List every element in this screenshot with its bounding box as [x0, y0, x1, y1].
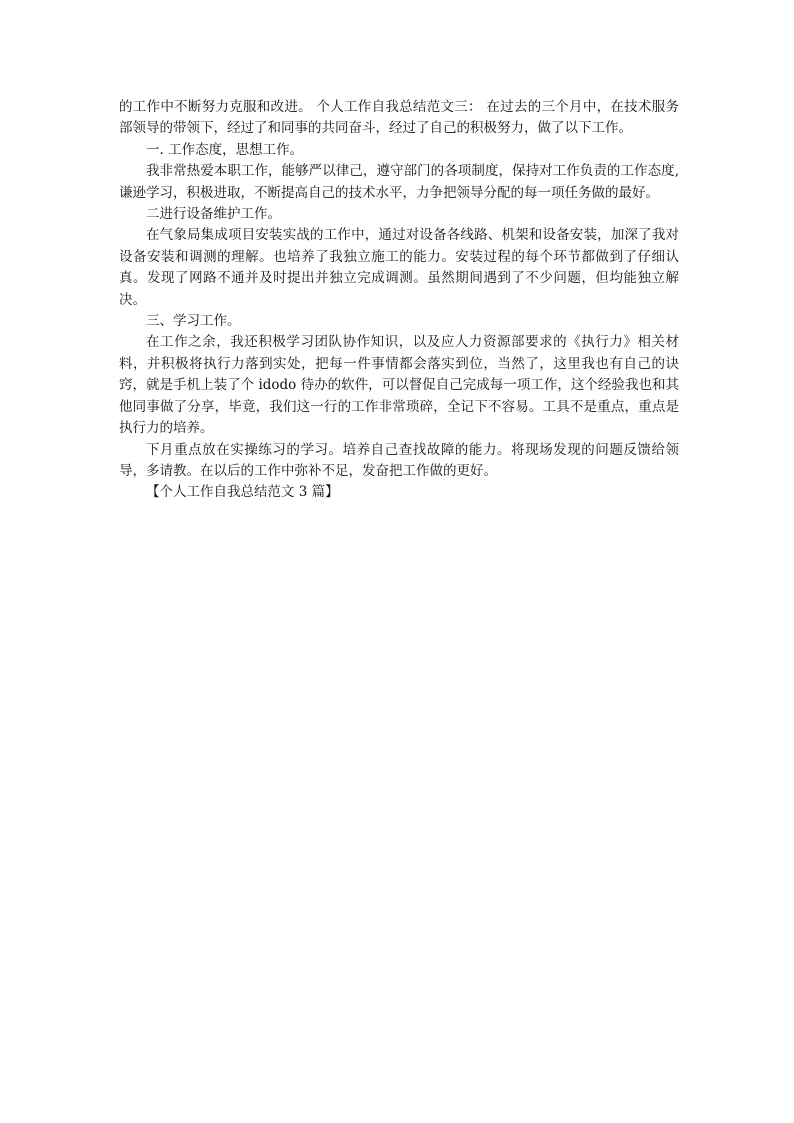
document-body [119, 97, 679, 504]
paragraph-learning-work: 在工作之余，我还积极学习团队协作知识，以及应人力资源部要求的《执行力》相关材料，并积极将执行力落到实处，把每一件事情都会落实到位，当然了，这里我也有自己的诀窍，就是手机上装了个 idodo 待办的软件，可以督促自己完成每一项工作，这个经验我也和其他同事做了分享，毕竟，我们这一行的工作非常琐碎，全记下不容易。工具不是重点，重点是执行力的培养。 [119, 334, 679, 437]
paragraph-intro: 的工作中不断努力克服和改进。 个人工作自我总结范文三： 在过去的三个月中，在技术服务部领导的带领下，经过了和同事的共同奋斗，经过了自己的积极努力，做了以下工作。 [119, 99, 679, 137]
paragraph-equipment-maintenance: 在气象局集成项目安装实战的工作中，通过对设备各线路、机架和设备安装，加深了我对设备安装和调测的理解。也培养了我独立施工的能力。安装过程的每个环节都做到了仔细认真。发现了网路不通并及时提出并独立完成调测。虽然期间遇到了不少问题，但均能独立解决。 [119, 227, 679, 308]
document-closing-title: 【个人工作自我总结范文 3 篇】 [146, 484, 339, 501]
paragraph-next-month-focus: 下月重点放在实操练习的学习。培养自己查找故障的能力。将现场发现的问题反馈给领导，多请教。在以后的工作中弥补不足，发奋把工作做的更好。 [119, 441, 679, 479]
heading-work-attitude: 一. 工作态度，思想工作。 [146, 141, 304, 158]
heading-equipment-maintenance: 二进行设备维护工作。 [146, 206, 281, 223]
paragraph-work-attitude: 我非常热爱本职工作，能够严以律己，遵守部门的各项制度，保持对工作负责的工作态度,谦逊学习，积极进取，不断提高自己的技术水平，力争把领导分配的每一项任务做的最好。 [119, 163, 679, 201]
heading-learning-work: 三、学习工作。 [146, 313, 241, 330]
